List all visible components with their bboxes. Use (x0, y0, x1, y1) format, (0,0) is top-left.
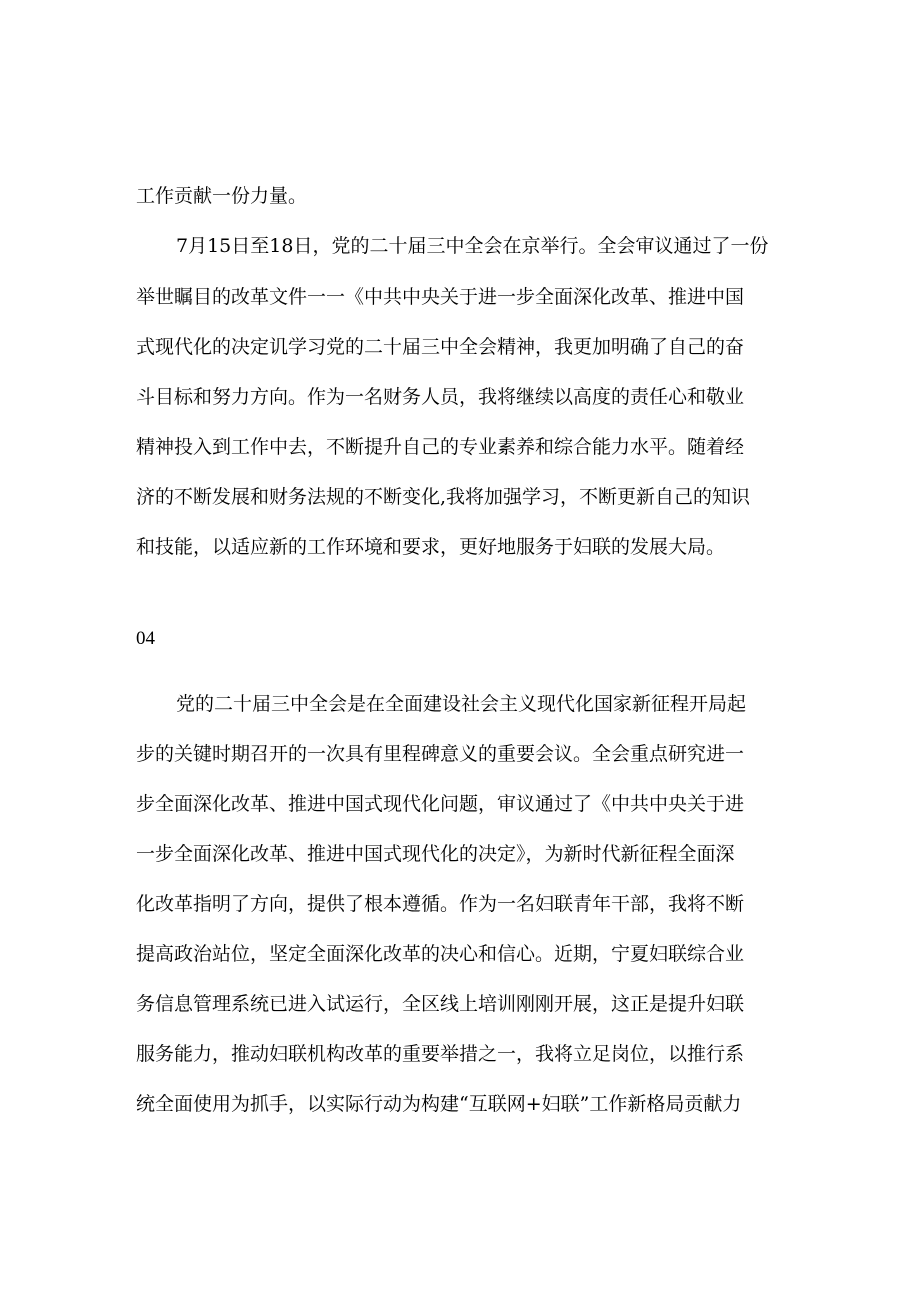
paragraph-3-line-2: 步的关键时期召开的一次具有里程碑意义的重要会议。全会重点研究进一 (136, 743, 745, 765)
paragraph-3-line-6: 提高政治站位，坚定全面深化改革的决心和信心。近期，宁夏妇联综合业 (136, 943, 745, 965)
section-number: 04 (136, 628, 155, 649)
paragraph-3-line-7: 务信息管理系统已进入试运行，全区线上培训刚刚开展，这正是提升妇联 (136, 993, 745, 1015)
paragraph-3-line-1: 党的二十届三中全会是在全面建设社会主义现代化国家新征程开局起 (176, 693, 747, 715)
paragraph-2-line-7: 和技能，以适应新的工作环境和要求，更好地服务于妇联的发展大局。 (136, 536, 726, 558)
paragraph-2-line-2: 举世瞩目的改革文件一一《中共中央关于进一步全面深化改革、推进中国 (136, 286, 745, 308)
paragraph-2-line-5: 精神投入到工作中去，不断提升自己的专业素养和综合能力水平。随着经 (136, 436, 745, 458)
paragraph-2-line-3: 式现代化的决定讥学习党的二十届三中全会精神，我更加明确了自己的奋 (136, 336, 745, 358)
paragraph-2-line-6: 济的不断发展和财务法规的不断变化,我将加强学习，不断更新自己的知识 (136, 486, 751, 508)
paragraph-3-line-4: 一步全面深化改革、推进中国式现代化的决定》，为新时代新征程全面深 (136, 843, 735, 865)
paragraph-3-line-5: 化改革指明了方向，提供了根本遵循。作为一名妇联青年干部，我将不断 (136, 893, 745, 915)
paragraph-3-line-3: 步全面深化改革、推进中国式现代化问题，审议通过了《中共中央关于进 (136, 793, 745, 815)
paragraph-1-line-1: 工作贡献一份力量。 (136, 185, 308, 207)
paragraph-2-line-4: 斗目标和努力方向。作为一名财务人员，我将继续以高度的责任心和敬业 (136, 386, 745, 408)
paragraph-2-line-1: 7月15日至18日，党的二十届三中全会在京举行。全会审议通过了一份 (176, 235, 769, 257)
paragraph-3-line-8: 服务能力，推动妇联机构改革的重要举措之一，我将立足岗位，以推行系 (136, 1043, 745, 1065)
paragraph-3-line-9: 统全面使用为抓手，以实际行动为构建“互联网+妇联”工作新格局贡献力 (136, 1093, 742, 1115)
